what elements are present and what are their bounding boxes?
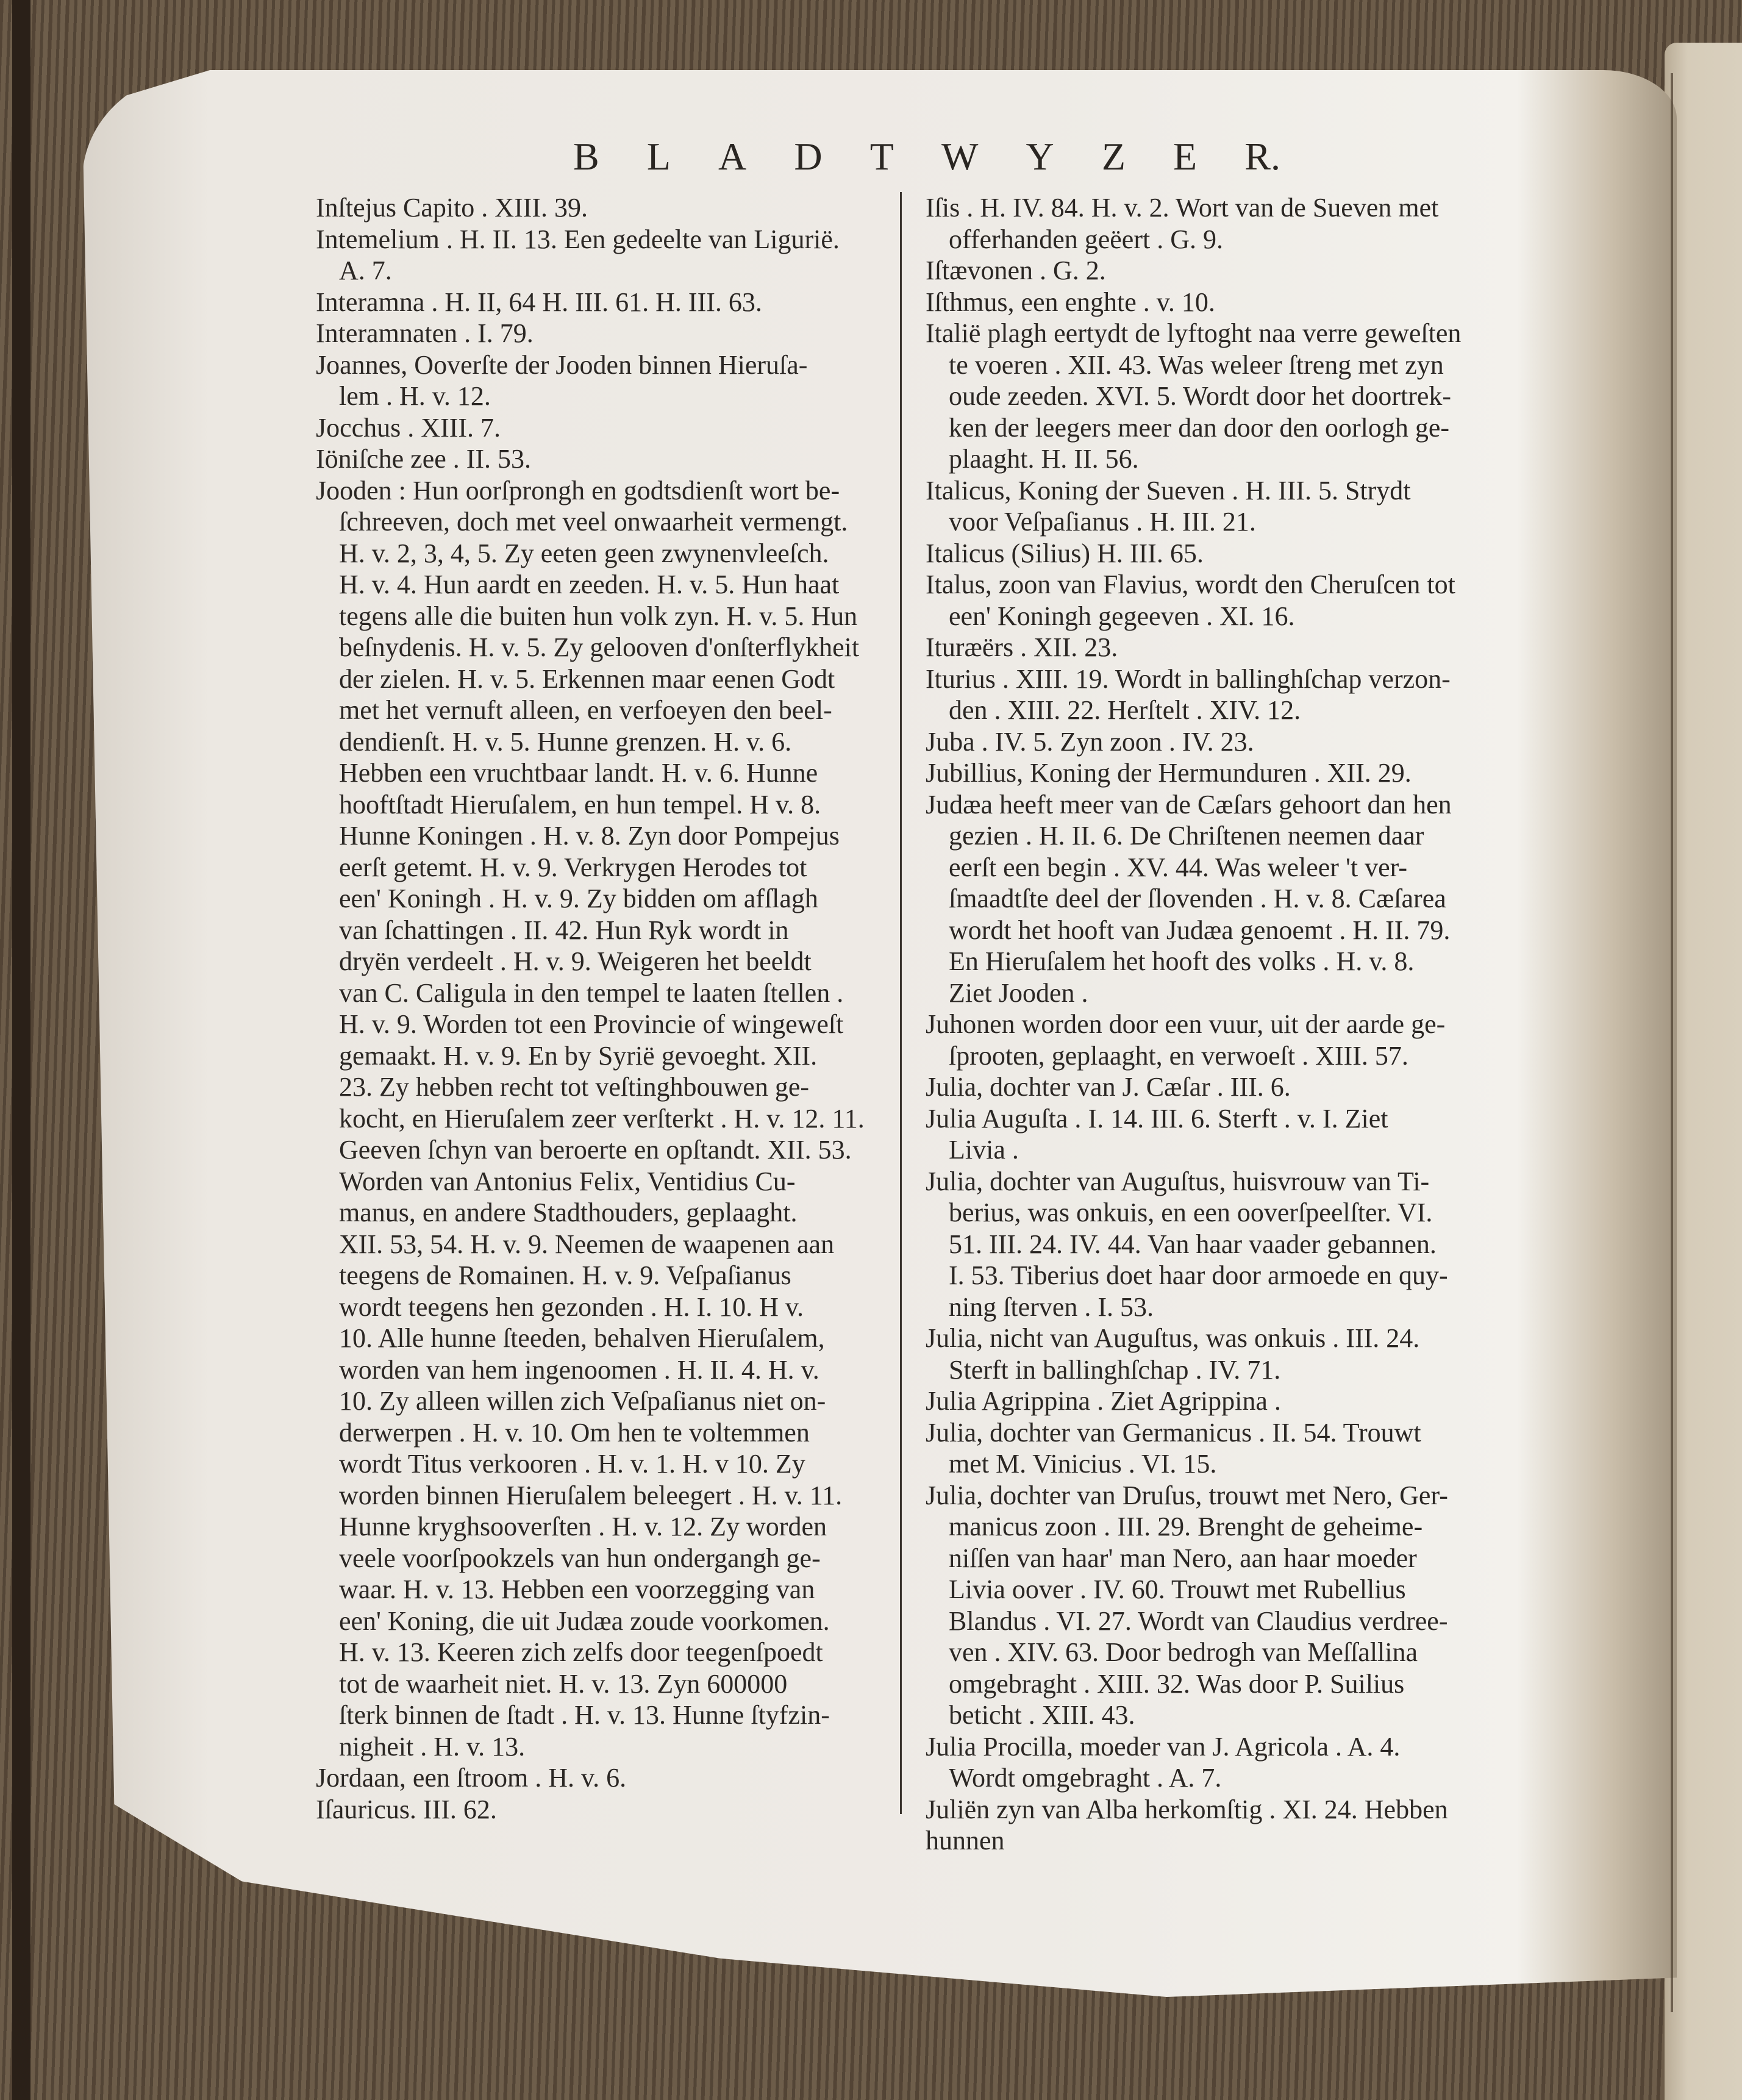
index-entry xyxy=(926,632,1535,663)
index-entry xyxy=(926,726,1535,758)
title-letter: R. xyxy=(1244,135,1280,178)
entry-headline: Jubillius, Koning der Hermunduren . XII. 29. xyxy=(926,758,1412,788)
index-entry xyxy=(926,1794,1535,1826)
entry-continuation: manus, en andere Stadthouders, geplaaght. xyxy=(339,1198,798,1227)
entry-continuation: een' Koning, die uit Judæa zoude voorkomen. xyxy=(339,1605,830,1636)
entry-continuation: H. v. 2, 3, 4, 5. Zy eeten geen zwynenvleeſch. xyxy=(339,538,829,568)
index-entry xyxy=(316,1762,910,1794)
entry-continuation: beſnydenis. H. v. 5. Zy gelooven d'onſterflykheit xyxy=(339,632,860,662)
entry-headline: Intemelium . H. II. 13. Een gedeelte van Liguriё. xyxy=(316,224,840,254)
index-entry xyxy=(926,1385,1535,1417)
entry-continuation: Blandus . VI. 27. Wordt van Claudius verdree- xyxy=(949,1605,1448,1636)
title-letter: D xyxy=(794,135,823,178)
entry-continuation: Hunne Koningen . H. v. 8. Zyn door Pompejus xyxy=(339,821,840,851)
entry-headline: Juba . IV. 5. Zyn zoon . IV. 23. xyxy=(926,726,1254,757)
entry-continuation: van ſchattingen . II. 42. Hun Ryk wordt in xyxy=(339,915,789,945)
index-entry xyxy=(926,255,1535,287)
entry-continuation: offerhanden geëert . G. 9. xyxy=(949,224,1223,254)
entry-continuation: Worden van Antonius Felix, Ventidius Cu- xyxy=(339,1166,796,1196)
index-column-left xyxy=(316,192,910,1825)
entry-headline: Julia, nicht van Auguſtus, was onkuis . III. 24. xyxy=(926,1323,1420,1353)
entry-continuation: A. 7. xyxy=(339,255,392,285)
entry-continuation: ven . XIV. 63. Door bedrogh van Meſſallina xyxy=(949,1637,1418,1667)
title-letter: A xyxy=(718,135,747,178)
title-letter: Z xyxy=(1101,135,1126,178)
index-entry xyxy=(926,192,1535,255)
entry-continuation: Ziet Jooden . xyxy=(949,977,1088,1008)
index-entry xyxy=(926,538,1535,570)
entry-continuation: lem . H. v. 12. xyxy=(339,381,491,411)
entry-headline: Julia, dochter van J. Cæſar . III. 6. xyxy=(926,1072,1291,1102)
gutter-line xyxy=(1671,73,1673,2012)
entry-continuation: een' Koningh gegeeven . XI. 16. xyxy=(949,601,1295,631)
entry-continuation: kocht, en Hieruſalem zeer verſterkt . H. v. 12. 11. xyxy=(339,1103,865,1134)
index-entry xyxy=(926,1071,1535,1103)
entry-continuation: 10. Zy alleen willen zich Veſpaſianus niet on- xyxy=(339,1386,826,1416)
title-letter: E xyxy=(1173,135,1198,178)
book-edge-left xyxy=(12,0,30,2100)
entry-continuation: met M. Vinicius . VI. 15. xyxy=(949,1449,1217,1479)
entry-continuation: met het vernuft alleen, en verfoeyen den beel- xyxy=(339,695,832,725)
entry-continuation: beticht . XIII. 43. xyxy=(949,1700,1135,1730)
entry-continuation: der zielen. H. v. 5. Erkennen maar eenen Godt xyxy=(339,663,835,694)
entry-continuation: Hunne kryghsooverſten . H. v. 12. Zy worden xyxy=(339,1512,827,1541)
entry-continuation: Livia . xyxy=(949,1135,1019,1165)
entry-continuation: ſmaadtſte deel der ſlovenden . H. v. 8. Cæſarea xyxy=(949,884,1446,913)
index-entry xyxy=(926,1103,1535,1166)
index-entry xyxy=(926,1009,1535,1071)
entry-headline: Inſtejus Capito . XIII. 39. xyxy=(316,193,588,223)
entry-continuation: Sterft in ballinghſchap . IV. 71. xyxy=(949,1354,1281,1385)
entry-continuation: waar. H. v. 13. Hebben een voorzegging van xyxy=(339,1574,815,1604)
entry-continuation: 23. Zy hebben recht tot veſtinghbouwen ge- xyxy=(339,1072,810,1102)
entry-headline: Jocchus . XIII. 7. xyxy=(316,412,501,443)
entry-headline: Iſauricus. III. 62. xyxy=(316,1794,497,1824)
entry-continuation: manicus zoon . III. 29. Brenght de geheime- xyxy=(949,1512,1423,1541)
entry-headline: Jooden : Hun oorſprongh en godtsdienſt wort be- xyxy=(316,475,840,505)
index-entry xyxy=(926,1417,1535,1480)
entry-headline: Italiё plagh eertydt de lyftoght naa verre geweſten xyxy=(926,318,1462,348)
entry-continuation: Hebben een vruchtbaar landt. H. v. 6. Hunne xyxy=(339,758,818,788)
entry-continuation: gezien . H. II. 6. De Chriſtenen neemen daar xyxy=(949,821,1424,851)
entry-continuation: te voeren . XII. 43. Was weleer ſtreng met zyn xyxy=(949,349,1444,380)
index-entry xyxy=(926,757,1535,789)
entry-continuation: tegens alle die buiten hun volk zyn. H. v. 5. Hun xyxy=(339,601,858,631)
entry-headline: Julia, dochter van Germanicus . II. 54. Trouwt xyxy=(926,1417,1421,1448)
entry-headline: Ituræërs . XII. 23. xyxy=(926,632,1118,662)
entry-continuation: dendienſt. H. v. 5. Hunne grenzen. H. v. 6. xyxy=(339,726,792,757)
title-letter: B xyxy=(573,135,599,178)
title-letter: T xyxy=(869,135,894,178)
index-entry xyxy=(316,287,910,318)
entry-continuation: eerſt een begin . XV. 44. Was weleer 't ver- xyxy=(949,852,1408,882)
entry-continuation: En Hieruſalem het hooft des volks . H. v. 8. xyxy=(949,946,1415,976)
index-entry xyxy=(926,1480,1535,1731)
entry-headline: Joannes, Ooverſte der Jooden binnen Hieruſa- xyxy=(316,349,808,380)
page-title xyxy=(573,134,1280,179)
entry-continuation: worden van hem ingenoomen . H. II. 4. H. v. xyxy=(339,1354,819,1385)
entry-continuation: wordt teegens hen gezonden . H. I. 10. H v. xyxy=(339,1291,804,1322)
title-letter: W xyxy=(941,135,979,178)
index-entry xyxy=(316,318,910,349)
entry-continuation: wordt Titus verkooren . H. v. 1. H. v 10. Zy xyxy=(339,1449,805,1479)
entry-continuation: Wordt omgebraght . A. 7. xyxy=(949,1763,1222,1793)
index-entry xyxy=(926,569,1535,632)
column-divider xyxy=(900,192,902,1814)
entry-headline: Iſtævonen . G. 2. xyxy=(926,255,1106,285)
entry-continuation: ken der leegers meer dan door den oorlogh ge- xyxy=(949,412,1450,443)
entry-continuation: niſſen van haar' man Nero, aan haar moeder xyxy=(949,1543,1417,1573)
entry-continuation: worden binnen Hieruſalem beleegert . H. v. 11. xyxy=(339,1480,843,1510)
index-entry xyxy=(926,789,1535,1009)
index-entry xyxy=(316,475,910,1763)
index-entry xyxy=(316,443,910,475)
index-entry xyxy=(926,318,1535,475)
entry-headline: Julia Agrippina . Ziet Agrippina . xyxy=(926,1386,1281,1416)
entry-headline: Julia Auguſta . I. 14. III. 6. Sterft . v. I. Ziet xyxy=(926,1103,1388,1134)
entry-continuation: dryën verdeelt . H. v. 9. Weigeren het beeldt xyxy=(339,946,812,976)
entry-continuation: tot de waarheit niet. H. v. 13. Zyn 600000 xyxy=(339,1668,788,1699)
entry-headline: Italicus (Silius) H. III. 65. xyxy=(926,538,1204,568)
index-entry xyxy=(926,287,1535,318)
entry-continuation: ſterk binnen de ſtadt . H. v. 13. Hunne ſtyfzin- xyxy=(339,1700,830,1730)
entry-continuation: omgebraght . XIII. 32. Was door P. Suilius xyxy=(949,1668,1405,1699)
entry-continuation: gemaakt. H. v. 9. En by Syriё gevoeght. XII. xyxy=(339,1040,818,1071)
entry-continuation: nigheit . H. v. 13. xyxy=(339,1731,526,1762)
entry-continuation: voor Veſpaſianus . H. III. 21. xyxy=(949,507,1256,537)
entry-continuation: 51. III. 24. IV. 44. Van haar vaader gebannen. xyxy=(949,1229,1437,1259)
index-entry xyxy=(316,192,910,224)
index-entry xyxy=(316,412,910,444)
entry-continuation: wordt het hooft van Judæa genoemt . H. II. 79. xyxy=(949,915,1451,945)
catchword: hunnen xyxy=(926,1826,1005,1855)
entry-continuation: den . XIII. 22. Herſtelt . XIV. 12. xyxy=(949,695,1301,725)
entry-headline: Iſis . H. IV. 84. H. v. 2. Wort van de Sueven met xyxy=(926,193,1439,223)
entry-headline: Juhonen worden door een vuur, uit der aarde ge- xyxy=(926,1009,1446,1039)
entry-continuation: 10. Alle hunne ſteeden, behalven Hieruſalem, xyxy=(339,1323,825,1353)
entry-headline: Jordaan, een ſtroom . H. v. 6. xyxy=(316,1763,627,1793)
entry-continuation: veele voorſpookzels van hun ondergangh ge- xyxy=(339,1543,821,1573)
entry-continuation: hooftſtadt Hieruſalem, en hun tempel. H v. 8. xyxy=(339,789,821,820)
entry-headline: Iturius . XIII. 19. Wordt in ballinghſchap verzon- xyxy=(926,663,1451,694)
entry-continuation: een' Koningh . H. v. 9. Zy bidden om afſlagh xyxy=(339,884,818,913)
entry-headline: Julia, dochter van Auguſtus, huisvrouw van Ti- xyxy=(926,1166,1430,1196)
index-entry xyxy=(926,475,1535,538)
title-letter: L xyxy=(646,135,671,178)
index-entry xyxy=(926,1166,1535,1323)
entry-continuation: eerſt getemt. H. v. 9. Verkrygen Herodes tot xyxy=(339,852,807,882)
index-entry xyxy=(926,1731,1535,1794)
entry-headline: Interamna . H. II, 64 H. III. 61. H. III. 63. xyxy=(316,287,762,317)
entry-continuation: ſchreeven, doch met veel onwaarheit vermengt. xyxy=(339,507,848,537)
entry-headline: Julia Procilla, moeder van J. Agricola . A. 4. xyxy=(926,1731,1401,1762)
entry-headline: Italicus, Koning der Sueven . H. III. 5. Strydt xyxy=(926,475,1411,505)
entry-continuation: ſprooten, geplaaght, en verwoeſt . XIII. 57. xyxy=(949,1040,1408,1071)
index-entry xyxy=(926,1323,1535,1385)
entry-continuation: XII. 53, 54. H. v. 9. Neemen de waapenen aan xyxy=(339,1229,835,1259)
entry-headline: Julia, dochter van Druſus, trouwt met Nero, Ger- xyxy=(926,1480,1448,1510)
entry-headline: Interamnaten . I. 79. xyxy=(316,318,534,348)
title-letter: Y xyxy=(1026,135,1054,178)
entry-continuation: H. v. 9. Worden tot een Provincie of wingeweſt xyxy=(339,1009,844,1039)
entry-continuation: oude zeeden. XVI. 5. Wordt door het doortrek- xyxy=(949,381,1452,411)
entry-continuation: Geeven ſchyn van beroerte en opſtandt. XII. 53. xyxy=(339,1135,852,1165)
entry-continuation: derwerpen . H. v. 10. Om hen te voltemmen xyxy=(339,1417,810,1448)
entry-headline: Iſthmus, een enghte . v. 10. xyxy=(926,287,1215,317)
entry-continuation: berius, was onkuis, en een ooverſpeelſter. VI. xyxy=(949,1198,1433,1227)
index-entry xyxy=(316,349,910,412)
entry-continuation: Livia oover . IV. 60. Trouwt met Rubellius xyxy=(949,1574,1406,1604)
entry-continuation: teegens de Romainen. H. v. 9. Veſpaſianus xyxy=(339,1260,791,1290)
index-entry xyxy=(926,663,1535,726)
entry-continuation: ning ſterven . I. 53. xyxy=(949,1291,1154,1322)
entry-continuation: plaaght. H. II. 56. xyxy=(949,444,1139,474)
entry-headline: Iöniſche zee . II. 53. xyxy=(316,444,532,474)
entry-continuation: H. v. 4. Hun aardt en zeeden. H. v. 5. Hun haat xyxy=(339,570,840,599)
entry-continuation: van C. Caligula in den tempel te laaten ſtellen . xyxy=(339,977,844,1008)
index-entry xyxy=(316,1794,910,1826)
entry-headline: Judæa heeft meer van de Cæſars gehoort dan hen xyxy=(926,789,1452,820)
entry-continuation: I. 53. Tiberius doet haar door armoede en quy- xyxy=(949,1260,1448,1290)
entry-headline: Italus, zoon van Flavius, wordt den Cheruſcen tot xyxy=(926,570,1455,599)
entry-continuation: H. v. 13. Keeren zich zelfs door teegenſpoedt xyxy=(339,1637,823,1667)
index-column-right xyxy=(926,192,1535,1857)
entry-headline: Juliёn zyn van Alba herkomſtig . XI. 24. Hebben xyxy=(926,1794,1448,1824)
index-entry xyxy=(316,224,910,287)
